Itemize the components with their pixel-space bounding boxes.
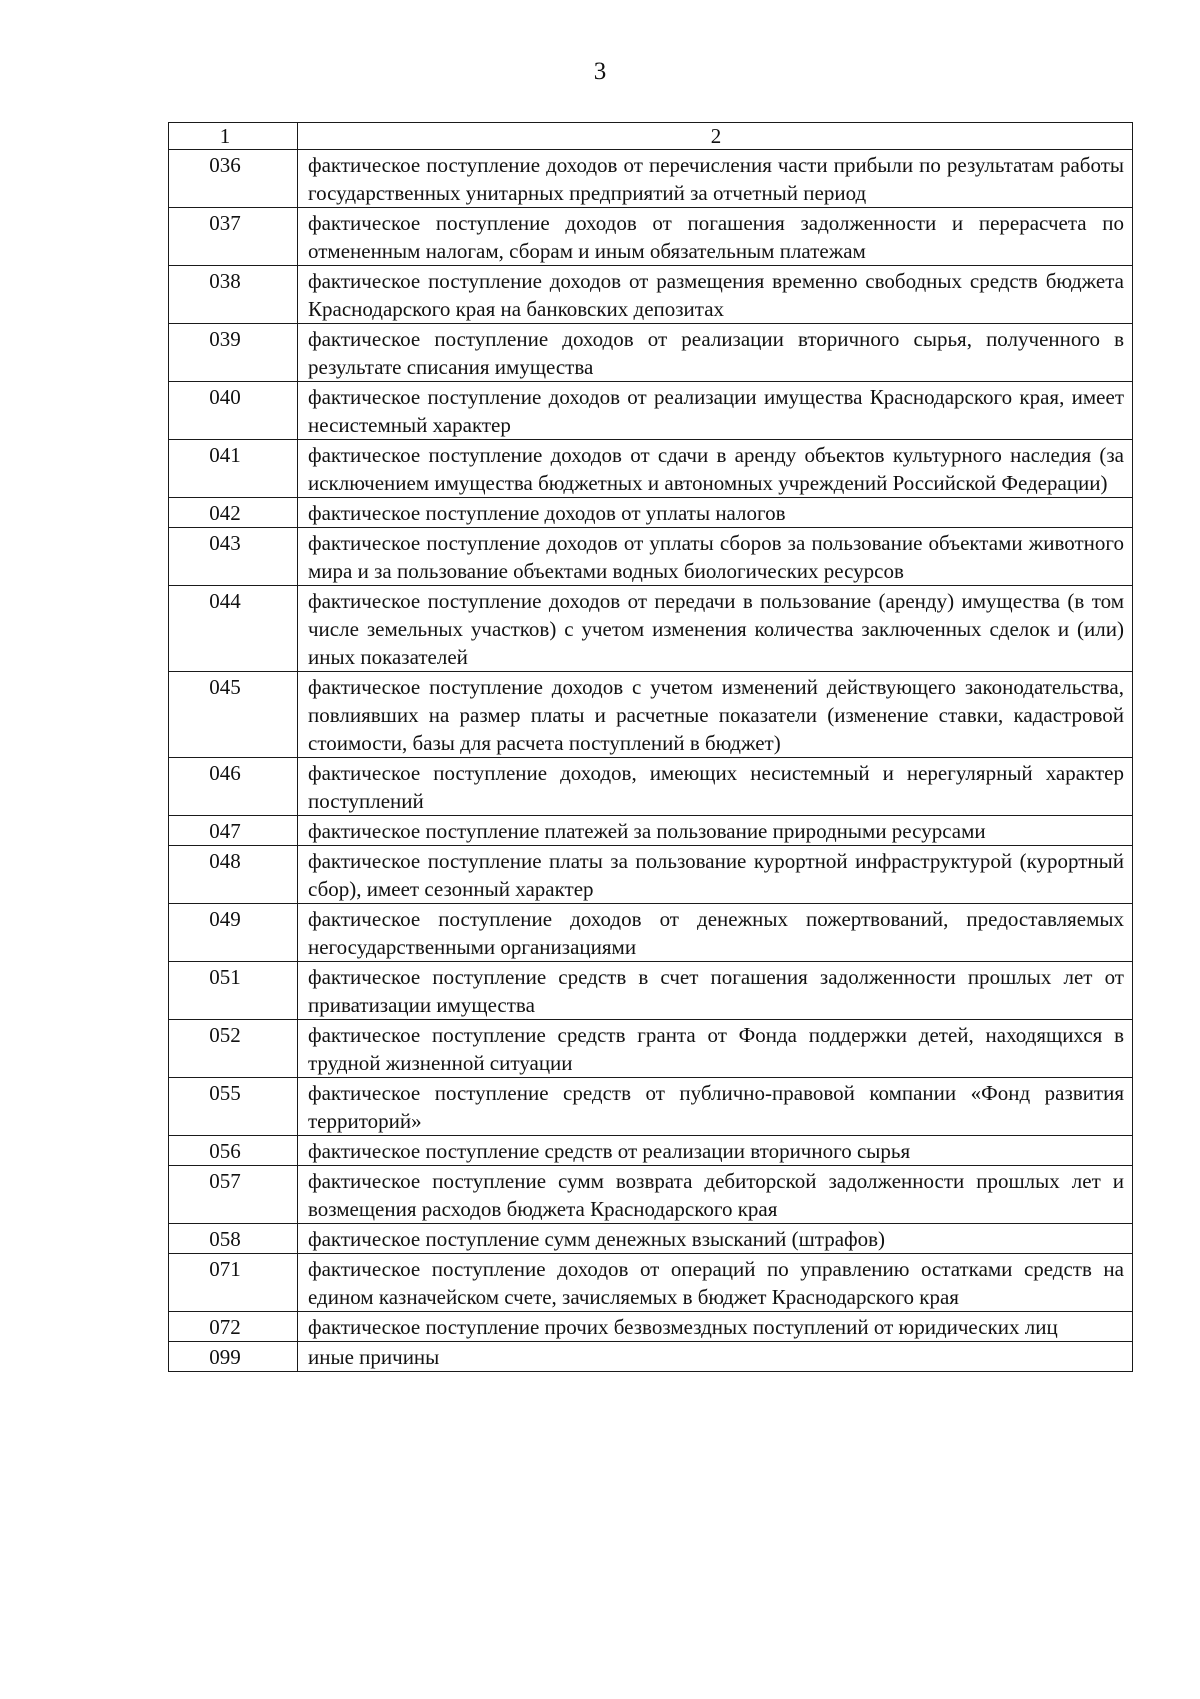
row-description: фактическое поступление средств гранта от Фонда поддержки детей, находящихся в трудной жизненной ситуации bbox=[298, 1020, 1133, 1078]
table-row bbox=[169, 266, 1133, 324]
header-column-2: 2 bbox=[298, 123, 1133, 150]
table-row bbox=[169, 816, 1133, 846]
table-row bbox=[169, 1020, 1133, 1078]
row-description: фактическое поступление средств в счет погашения задолженности прошлых лет от приватизации имущества bbox=[298, 962, 1133, 1020]
table-row bbox=[169, 150, 1133, 208]
table-row bbox=[169, 498, 1133, 528]
table-row bbox=[169, 1136, 1133, 1166]
row-code: 045 bbox=[169, 672, 298, 758]
row-description: фактическое поступление доходов от уплаты налогов bbox=[298, 498, 1133, 528]
row-code: 051 bbox=[169, 962, 298, 1020]
table-row bbox=[169, 208, 1133, 266]
row-description: фактическое поступление доходов с учетом изменений действующего законодательства, повлиявших на размер платы и расчетные показатели (изменение ставки, кадастровой стоимости, базы для расчета поступлений в бюджет) bbox=[298, 672, 1133, 758]
row-description: фактическое поступление доходов от погашения задолженности и перерасчета по отмененным налогам, сборам и иным обязательным платежам bbox=[298, 208, 1133, 266]
row-code: 055 bbox=[169, 1078, 298, 1136]
row-description: фактическое поступление доходов от перечисления части прибыли по результатам работы государственных унитарных предприятий за отчетный период bbox=[298, 150, 1133, 208]
table-row bbox=[169, 586, 1133, 672]
row-description: фактическое поступление доходов от реализации вторичного сырья, полученного в результате списания имущества bbox=[298, 324, 1133, 382]
row-description: фактическое поступление платы за пользование курортной инфраструктурой (курортный сбор), имеет сезонный характер bbox=[298, 846, 1133, 904]
row-code: 041 bbox=[169, 440, 298, 498]
table-row bbox=[169, 1166, 1133, 1224]
row-description: фактическое поступление доходов от передачи в пользование (аренду) имущества (в том числе земельных участков) с учетом изменения количества заключенных сделок и (или) иных показателей bbox=[298, 586, 1133, 672]
table-row bbox=[169, 1224, 1133, 1254]
row-description: фактическое поступление средств от публично-правовой компании «Фонд развития территорий» bbox=[298, 1078, 1133, 1136]
row-code: 071 bbox=[169, 1254, 298, 1312]
row-code: 037 bbox=[169, 208, 298, 266]
row-code: 048 bbox=[169, 846, 298, 904]
row-description: фактическое поступление доходов от сдачи в аренду объектов культурного наследия (за исключением имущества бюджетных и автономных учреждений Российской Федерации) bbox=[298, 440, 1133, 498]
row-description: фактическое поступление доходов от операций по управлению остатками средств на едином казначейском счете, зачисляемых в бюджет Краснодарского края bbox=[298, 1254, 1133, 1312]
header-column-1: 1 bbox=[169, 123, 298, 150]
row-code: 043 bbox=[169, 528, 298, 586]
row-description: фактическое поступление сумм возврата дебиторской задолженности прошлых лет и возмещения расходов бюджета Краснодарского края bbox=[298, 1166, 1133, 1224]
row-description: фактическое поступление доходов, имеющих несистемный и нерегулярный характер поступлений bbox=[298, 758, 1133, 816]
row-description: фактическое поступление доходов от денежных пожертвований, предоставляемых негосударственными организациями bbox=[298, 904, 1133, 962]
row-code: 049 bbox=[169, 904, 298, 962]
table-row bbox=[169, 528, 1133, 586]
row-description: фактическое поступление доходов от размещения временно свободных средств бюджета Краснодарского края на банковских депозитах bbox=[298, 266, 1133, 324]
table-row bbox=[169, 846, 1133, 904]
reasons-table bbox=[168, 122, 1133, 1372]
row-description: фактическое поступление сумм денежных взысканий (штрафов) bbox=[298, 1224, 1133, 1254]
row-description: иные причины bbox=[298, 1342, 1133, 1372]
row-description: фактическое поступление доходов от реализации имущества Краснодарского края, имеет несистемный характер bbox=[298, 382, 1133, 440]
table-row bbox=[169, 324, 1133, 382]
row-code: 042 bbox=[169, 498, 298, 528]
row-description: фактическое поступление платежей за пользование природными ресурсами bbox=[298, 816, 1133, 846]
row-description: фактическое поступление средств от реализации вторичного сырья bbox=[298, 1136, 1133, 1166]
row-code: 099 bbox=[169, 1342, 298, 1372]
row-code: 046 bbox=[169, 758, 298, 816]
table-row bbox=[169, 1312, 1133, 1342]
row-code: 040 bbox=[169, 382, 298, 440]
row-code: 038 bbox=[169, 266, 298, 324]
table-row bbox=[169, 672, 1133, 758]
table-row bbox=[169, 382, 1133, 440]
row-description: фактическое поступление прочих безвозмездных поступлений от юридических лиц bbox=[298, 1312, 1133, 1342]
row-code: 072 bbox=[169, 1312, 298, 1342]
row-code: 052 bbox=[169, 1020, 298, 1078]
row-code: 058 bbox=[169, 1224, 298, 1254]
row-code: 056 bbox=[169, 1136, 298, 1166]
table-body bbox=[169, 123, 1133, 1372]
row-description: фактическое поступление доходов от уплаты сборов за пользование объектами животного мира и за пользование объектами водных биологических ресурсов bbox=[298, 528, 1133, 586]
row-code: 057 bbox=[169, 1166, 298, 1224]
table-row bbox=[169, 904, 1133, 962]
table-row bbox=[169, 962, 1133, 1020]
row-code: 047 bbox=[169, 816, 298, 846]
row-code: 039 bbox=[169, 324, 298, 382]
row-code: 044 bbox=[169, 586, 298, 672]
row-code: 036 bbox=[169, 150, 298, 208]
table-row bbox=[169, 758, 1133, 816]
table-row bbox=[169, 1342, 1133, 1372]
table-header-row bbox=[169, 123, 1133, 150]
table-row bbox=[169, 1078, 1133, 1136]
page-number: 3 bbox=[593, 58, 607, 85]
table-row bbox=[169, 1254, 1133, 1312]
table-row bbox=[169, 440, 1133, 498]
